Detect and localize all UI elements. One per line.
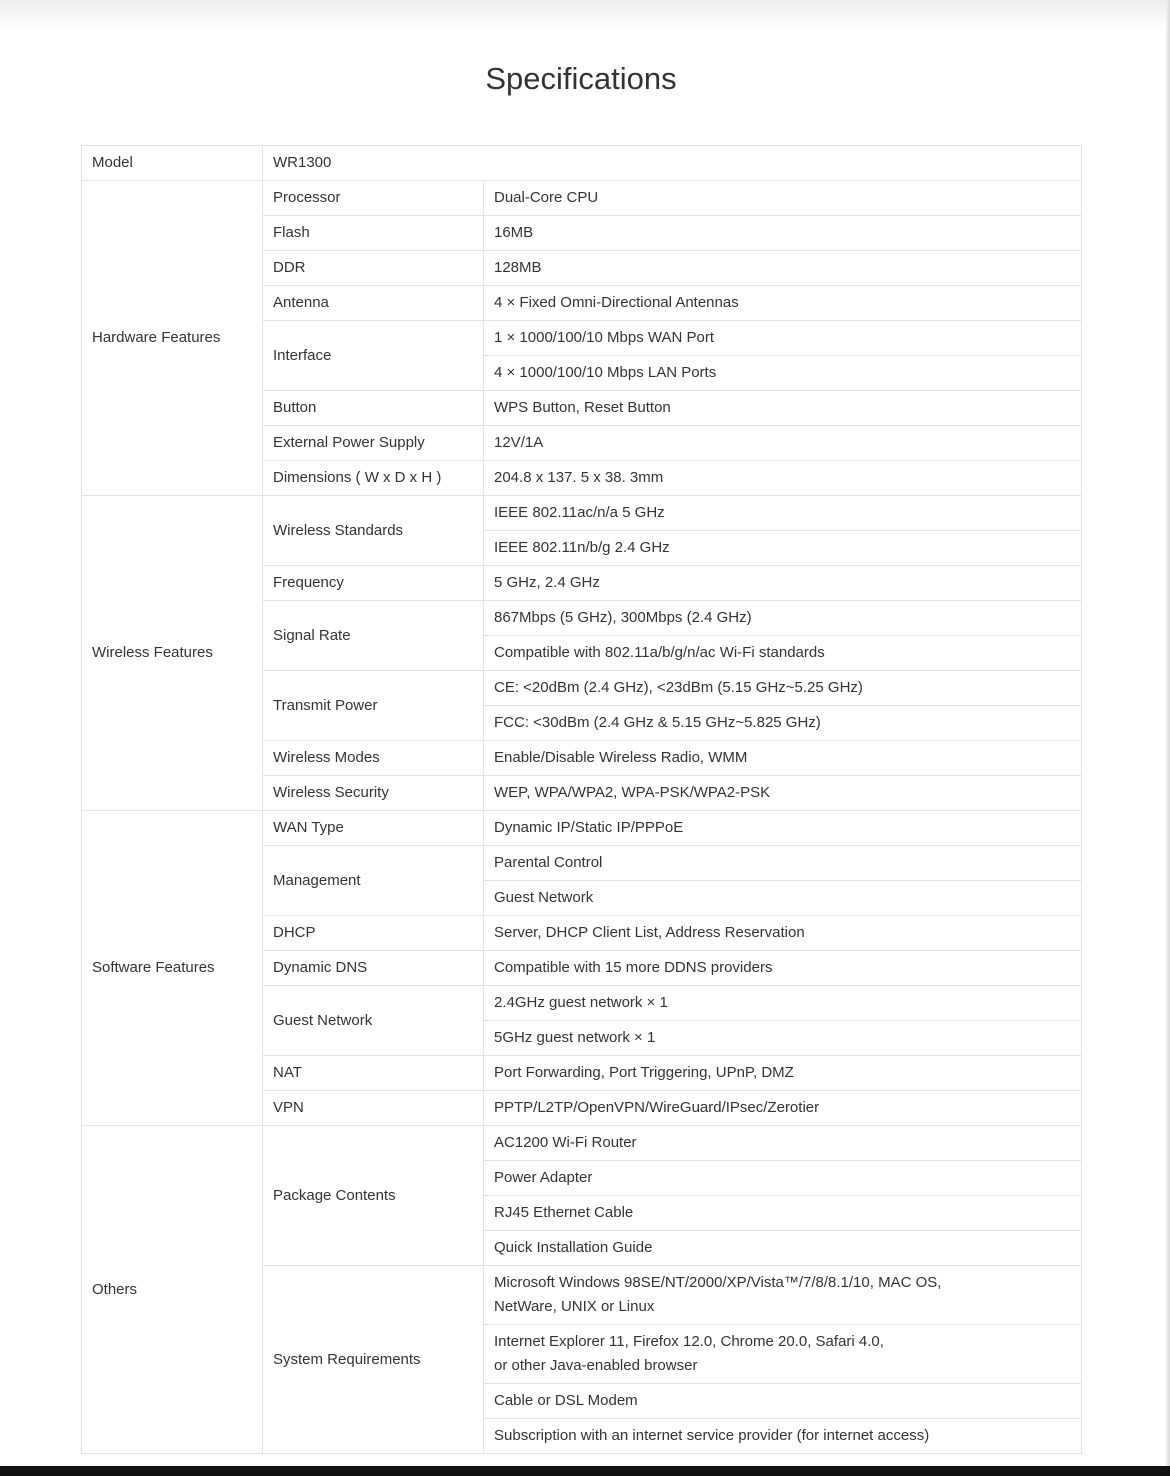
spec-value-line: Microsoft Windows 98SE/NT/2000/XP/Vista™/7/8/8.1/10, MAC OS, [494, 1274, 942, 1291]
table-row [82, 181, 1082, 216]
spec-value: Dual-Core CPU [484, 181, 1082, 216]
spec-label: DHCP [263, 916, 484, 951]
spec-value: IEEE 802.11ac/n/a 5 GHz [484, 496, 1082, 531]
spec-value: WR1300 [263, 146, 1082, 181]
spec-value-line: NetWare, UNIX or Linux [494, 1298, 655, 1315]
spec-label: Button [263, 391, 484, 426]
spec-label: Wireless Modes [263, 741, 484, 776]
spec-value: Server, DHCP Client List, Address Reservation [484, 916, 1082, 951]
spec-label: DDR [263, 251, 484, 286]
spec-value: 5 GHz, 2.4 GHz [484, 566, 1082, 601]
spec-value: 867Mbps (5 GHz), 300Mbps (2.4 GHz) [484, 601, 1082, 636]
table-row [82, 1126, 1082, 1161]
bottom-edge [0, 1466, 1170, 1476]
spec-value: Subscription with an internet service provider (for internet access) [484, 1419, 1082, 1454]
table-row [82, 496, 1082, 531]
spec-label: Processor [263, 181, 484, 216]
spec-value: IEEE 802.11n/b/g 2.4 GHz [484, 531, 1082, 566]
table-row [82, 146, 1082, 181]
spec-value: PPTP/L2TP/OpenVPN/WireGuard/IPsec/Zerotier [484, 1091, 1082, 1126]
spec-label: Package Contents [263, 1126, 484, 1266]
spec-label: Model [82, 146, 263, 181]
spec-label: System Requirements [263, 1266, 484, 1454]
spec-value: Port Forwarding, Port Triggering, UPnP, DMZ [484, 1056, 1082, 1091]
spec-label: Interface [263, 321, 484, 391]
spec-label: Dimensions ( W x D x H ) [263, 461, 484, 496]
spec-label: Management [263, 846, 484, 916]
spec-label: External Power Supply [263, 426, 484, 461]
spec-value: CE: <20dBm (2.4 GHz), <23dBm (5.15 GHz~5.25 GHz) [484, 671, 1082, 706]
spec-value [484, 1266, 1082, 1325]
spec-label: Frequency [263, 566, 484, 601]
spec-label: Flash [263, 216, 484, 251]
spec-label: Guest Network [263, 986, 484, 1056]
section-software-features: Software Features [82, 811, 263, 1126]
spec-value [484, 1325, 1082, 1384]
spec-value-line: Internet Explorer 11, Firefox 12.0, Chrome 20.0, Safari 4.0, [494, 1333, 884, 1350]
spec-value: RJ45 Ethernet Cable [484, 1196, 1082, 1231]
spec-value: 1 × 1000/100/10 Mbps WAN Port [484, 321, 1082, 356]
spec-value: AC1200 Wi-Fi Router [484, 1126, 1082, 1161]
spec-value: FCC: <30dBm (2.4 GHz & 5.15 GHz~5.825 GHz) [484, 706, 1082, 741]
spec-value: 12V/1A [484, 426, 1082, 461]
spec-value: Guest Network [484, 881, 1082, 916]
spec-value: WPS Button, Reset Button [484, 391, 1082, 426]
spec-value: Power Adapter [484, 1161, 1082, 1196]
spec-label: Wireless Security [263, 776, 484, 811]
spec-value: 5GHz guest network × 1 [484, 1021, 1082, 1056]
spec-label: WAN Type [263, 811, 484, 846]
spec-value: 128MB [484, 251, 1082, 286]
section-wireless-features: Wireless Features [82, 496, 263, 811]
spec-value: 16MB [484, 216, 1082, 251]
page-title: Specifications [485, 61, 677, 96]
spec-value: 204.8 x 137. 5 x 38. 3mm [484, 461, 1082, 496]
spec-label: NAT [263, 1056, 484, 1091]
spec-label: Signal Rate [263, 601, 484, 671]
spec-value-line: or other Java-enabled browser [494, 1357, 698, 1374]
spec-value: Enable/Disable Wireless Radio, WMM [484, 741, 1082, 776]
section-hardware-features: Hardware Features [82, 181, 263, 496]
table-row [82, 811, 1082, 846]
spec-label: Transmit Power [263, 671, 484, 741]
top-shadow [0, 0, 1170, 30]
spec-label: Wireless Standards [263, 496, 484, 566]
spec-value: Compatible with 15 more DDNS providers [484, 951, 1082, 986]
spec-value: Cable or DSL Modem [484, 1384, 1082, 1419]
spec-label: Antenna [263, 286, 484, 321]
spec-value: Quick Installation Guide [484, 1231, 1082, 1266]
spec-value: 4 × 1000/100/10 Mbps LAN Ports [484, 356, 1082, 391]
spec-value: Parental Control [484, 846, 1082, 881]
spec-value: Dynamic IP/Static IP/PPPoE [484, 811, 1082, 846]
section-others: Others [82, 1126, 263, 1454]
spec-value: 4 × Fixed Omni-Directional Antennas [484, 286, 1082, 321]
spec-label: VPN [263, 1091, 484, 1126]
spec-value: Compatible with 802.11a/b/g/n/ac Wi-Fi standards [484, 636, 1082, 671]
specifications-table [81, 145, 1082, 1454]
spec-value: 2.4GHz guest network × 1 [484, 986, 1082, 1021]
spec-value: WEP, WPA/WPA2, WPA-PSK/WPA2-PSK [484, 776, 1082, 811]
spec-label: Dynamic DNS [263, 951, 484, 986]
page-right-edge [1166, 0, 1170, 1466]
